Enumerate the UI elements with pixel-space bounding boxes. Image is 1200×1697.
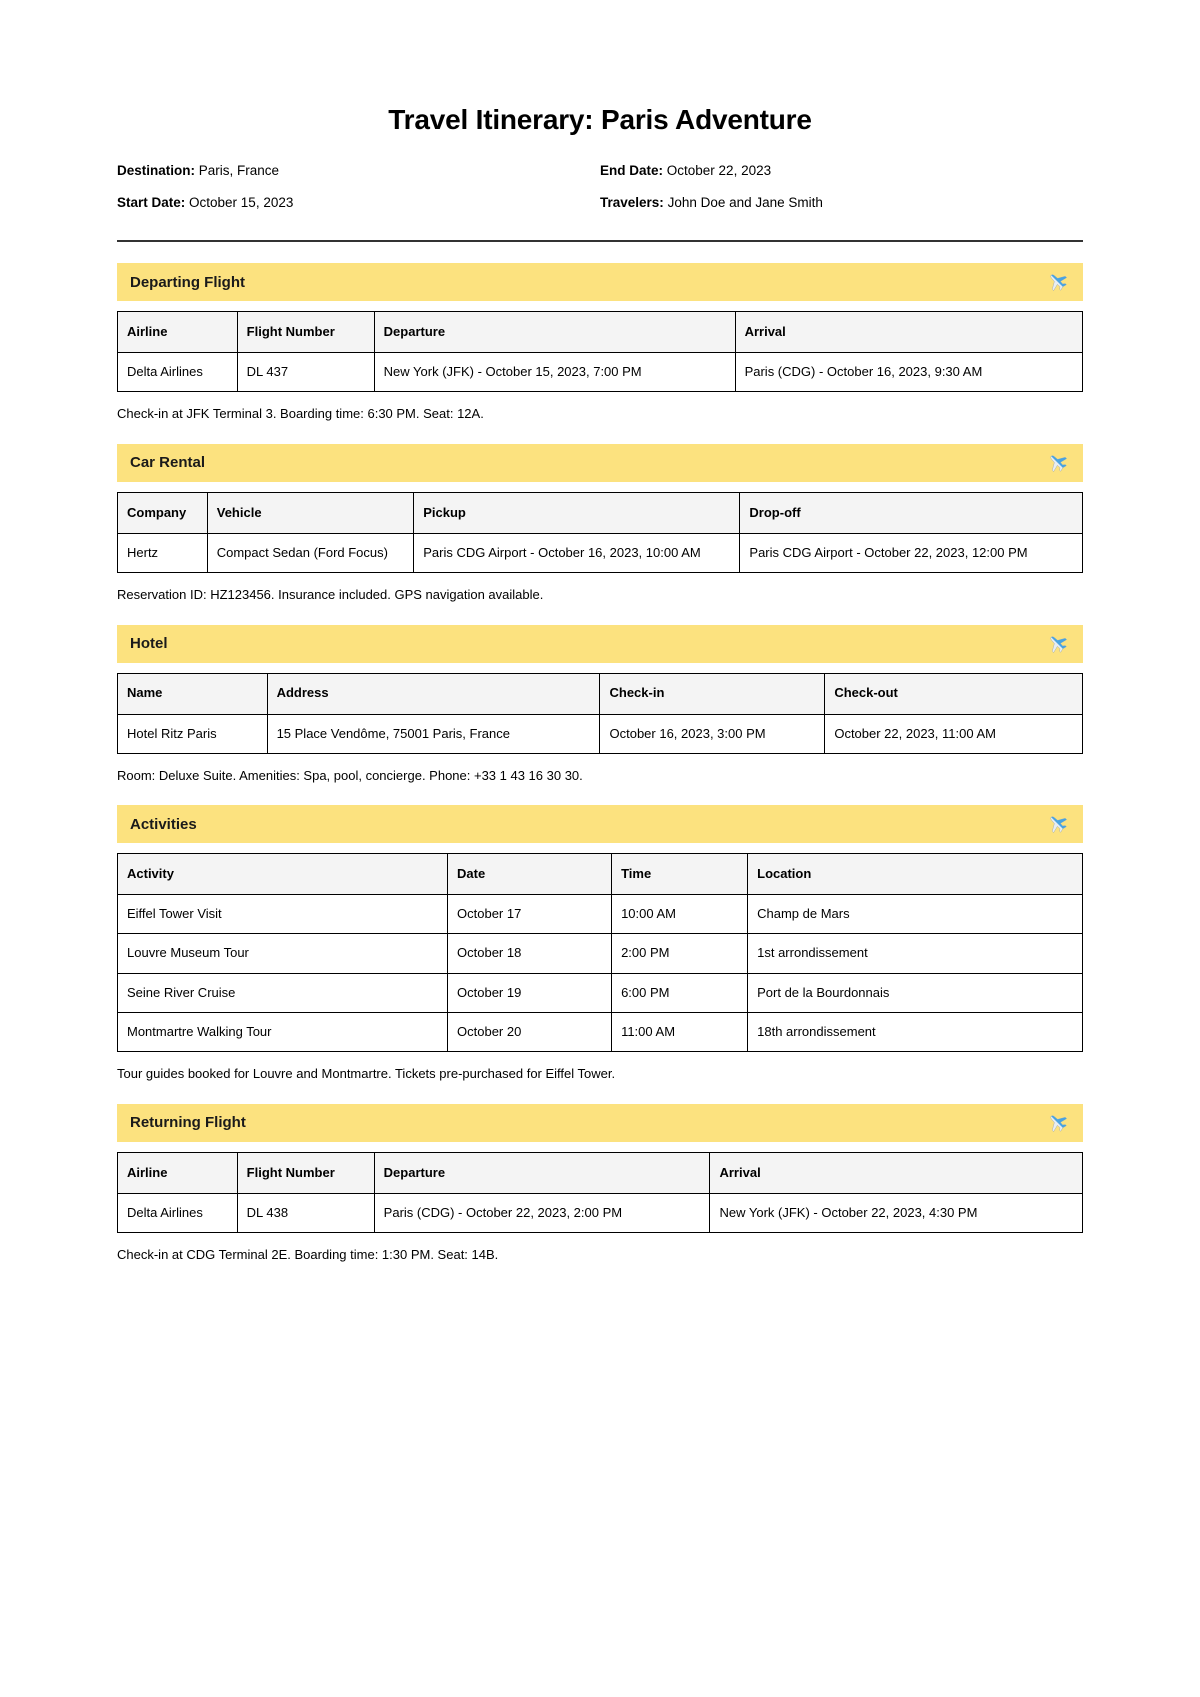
table-cell: Eiffel Tower Visit — [118, 895, 448, 934]
table-departing-flight — [117, 311, 1083, 392]
end-date-value: October 22, 2023 — [666, 163, 772, 178]
column-header: Flight Number — [237, 312, 374, 353]
table-header-row — [118, 312, 1083, 353]
section-header-bar-car-rental — [117, 444, 1083, 482]
table-cell: Champ de Mars — [748, 895, 1083, 934]
page-title: Travel Itinerary: Paris Adventure — [388, 104, 812, 135]
column-header: Airline — [118, 312, 238, 353]
table-cell: October 16, 2023, 3:00 PM — [600, 714, 825, 753]
section-header-bar-activities — [117, 805, 1083, 843]
table-cell: Seine River Cruise — [118, 973, 448, 1012]
table-cell: Delta Airlines — [118, 353, 238, 392]
end-date-field — [600, 162, 1083, 180]
travelers-value: John Doe and Jane Smith — [667, 194, 823, 210]
table-hotel — [117, 673, 1083, 754]
start-date-label: Start Date: — [117, 194, 186, 210]
table-row — [118, 533, 1083, 572]
destination-label: Destination: — [117, 163, 196, 178]
column-header: Arrival — [735, 312, 1082, 353]
start-date-value: October 15, 2023 — [189, 194, 294, 210]
table-row — [118, 934, 1083, 973]
section-title: Departing Flight — [130, 273, 245, 291]
column-header: Departure — [374, 312, 735, 353]
table-cell: October 18 — [448, 934, 612, 973]
section-title: Activities — [130, 815, 197, 833]
trip-summary — [117, 162, 1083, 211]
section-departing-flight — [117, 263, 1083, 423]
table-cell: Louvre Museum Tour — [118, 934, 448, 973]
column-header: Check-in — [600, 673, 825, 714]
airplane-icon — [1047, 271, 1069, 293]
airplane-icon — [1047, 813, 1069, 835]
table-cell: October 20 — [448, 1012, 612, 1051]
table-header-row — [118, 854, 1083, 895]
section-title: Returning Flight — [130, 1114, 246, 1132]
table-cell: 2:00 PM — [612, 934, 748, 973]
table-car-rental — [117, 492, 1083, 573]
section-note: Reservation ID: HZ123456. Insurance included. GPS navigation available. — [117, 587, 544, 603]
table-row — [118, 973, 1083, 1012]
section-header-bar-hotel — [117, 625, 1083, 663]
section-car-rental — [117, 444, 1083, 604]
table-cell: DL 438 — [237, 1193, 374, 1232]
table-cell: 15 Place Vendôme, 75001 Paris, France — [267, 714, 600, 753]
column-header: Pickup — [414, 492, 740, 533]
table-cell: Compact Sedan (Ford Focus) — [207, 533, 414, 572]
table-cell: October 17 — [448, 895, 612, 934]
column-header: Address — [267, 673, 600, 714]
table-header-row — [118, 673, 1083, 714]
airplane-icon — [1047, 452, 1069, 474]
column-header: Location — [748, 854, 1083, 895]
column-header: Activity — [118, 854, 448, 895]
column-header: Airline — [118, 1152, 238, 1193]
table-cell: October 19 — [448, 973, 612, 1012]
section-header-bar-departing-flight — [117, 263, 1083, 301]
table-header-row — [118, 492, 1083, 533]
section-title: Hotel — [130, 635, 168, 653]
column-header: Company — [118, 492, 208, 533]
table-cell: Delta Airlines — [118, 1193, 238, 1232]
table-cell: Paris CDG Airport - October 16, 2023, 10:00 AM — [414, 533, 740, 572]
column-header: Flight Number — [237, 1152, 374, 1193]
header-divider — [117, 240, 1083, 242]
table-cell: Port de la Bourdonnais — [748, 973, 1083, 1012]
table-row — [118, 895, 1083, 934]
table-cell: 11:00 AM — [612, 1012, 748, 1051]
section-returning-flight — [117, 1104, 1083, 1264]
table-activities — [117, 853, 1083, 1052]
table-cell: Montmartre Walking Tour — [118, 1012, 448, 1051]
table-row — [118, 1193, 1083, 1232]
section-title: Car Rental — [130, 454, 206, 472]
airplane-icon — [1047, 1112, 1069, 1134]
table-cell: Paris (CDG) - October 16, 2023, 9:30 AM — [735, 353, 1082, 392]
table-cell: 18th arrondissement — [748, 1012, 1083, 1051]
table-cell: Hotel Ritz Paris — [118, 714, 268, 753]
table-cell: DL 437 — [237, 353, 374, 392]
column-header: Time — [612, 854, 748, 895]
table-row — [118, 714, 1083, 753]
end-date-label: End Date: — [600, 163, 664, 178]
section-note: Room: Deluxe Suite. Amenities: Spa, pool, concierge. Phone: +33 1 43 16 30 30. — [117, 767, 583, 783]
table-cell: New York (JFK) - October 15, 2023, 7:00 PM — [374, 353, 735, 392]
table-cell: New York (JFK) - October 22, 2023, 4:30 PM — [710, 1193, 1083, 1232]
table-row — [118, 353, 1083, 392]
column-header: Date — [448, 854, 612, 895]
sections-container — [117, 263, 1083, 1263]
table-cell: October 22, 2023, 11:00 AM — [825, 714, 1083, 753]
column-header: Departure — [374, 1152, 710, 1193]
table-cell: Paris CDG Airport - October 22, 2023, 12:00 PM — [740, 533, 1083, 572]
column-header: Vehicle — [207, 492, 414, 533]
table-cell: 6:00 PM — [612, 973, 748, 1012]
travelers-label: Travelers: — [600, 194, 664, 210]
destination-value: Paris, France — [198, 163, 280, 178]
column-header: Check-out — [825, 673, 1083, 714]
start-date-field — [117, 194, 600, 212]
table-row — [118, 1012, 1083, 1051]
column-header: Drop-off — [740, 492, 1083, 533]
table-cell: 10:00 AM — [612, 895, 748, 934]
section-header-bar-returning-flight — [117, 1104, 1083, 1142]
section-note: Tour guides booked for Louvre and Montmartre. Tickets pre-purchased for Eiffel Tower. — [117, 1066, 616, 1082]
table-cell: 1st arrondissement — [748, 934, 1083, 973]
table-cell: Hertz — [118, 533, 208, 572]
travelers-field — [600, 194, 1083, 212]
table-returning-flight — [117, 1152, 1083, 1233]
section-hotel — [117, 625, 1083, 785]
table-cell: Paris (CDG) - October 22, 2023, 2:00 PM — [374, 1193, 710, 1232]
section-activities — [117, 805, 1083, 1082]
table-header-row — [118, 1152, 1083, 1193]
column-header: Arrival — [710, 1152, 1083, 1193]
destination-field — [117, 162, 600, 180]
section-note: Check-in at JFK Terminal 3. Boarding time: 6:30 PM. Seat: 12A. — [117, 406, 484, 422]
column-header: Name — [118, 673, 268, 714]
section-note: Check-in at CDG Terminal 2E. Boarding time: 1:30 PM. Seat: 14B. — [117, 1246, 499, 1262]
airplane-icon — [1047, 633, 1069, 655]
